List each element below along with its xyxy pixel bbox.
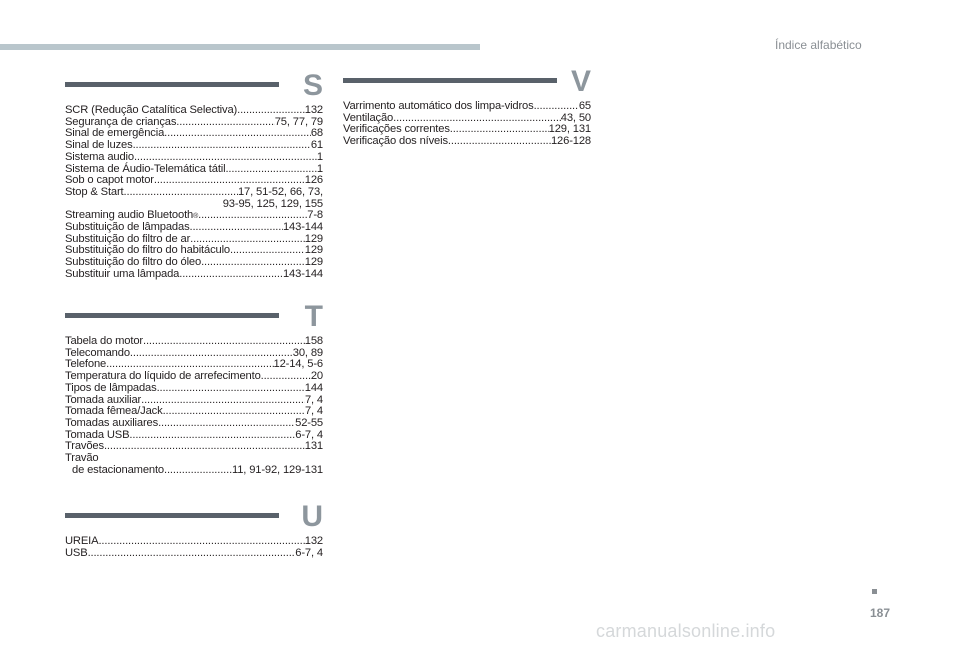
entry-leader <box>230 245 305 257</box>
section-v-entries <box>343 101 591 148</box>
entry-leader <box>129 430 295 442</box>
entry-leader <box>124 187 238 199</box>
index-entry <box>65 222 323 234</box>
page-header-title: Índice alfabético <box>775 38 862 52</box>
group-label: Travão <box>65 452 99 465</box>
entry-pages: 7, 4 <box>304 405 323 418</box>
entry-pages: 65 <box>578 100 591 112</box>
entry-term: SCR (Redução Catalítica Selectiva) <box>65 104 238 116</box>
section-s-entries <box>65 105 323 281</box>
entry-term: Substituição do filtro do habitáculo <box>65 244 231 257</box>
entry-term: Telecomando <box>65 346 130 359</box>
entry-term: Temperatura do líquido de arrefecimento <box>65 370 261 383</box>
index-entry <box>343 101 591 113</box>
entry-pages: 11, 91-92, 129-131 <box>231 463 323 476</box>
entry-leader <box>534 101 579 113</box>
entry-leader <box>448 136 551 148</box>
entry-pages: 30, 89 <box>292 346 323 359</box>
entry-pages: 126 <box>304 174 323 187</box>
entry-term: Sinal de emergência <box>65 127 165 140</box>
entry-leader <box>158 418 295 430</box>
entry-term: USB <box>65 546 88 559</box>
entry-leader <box>225 164 316 176</box>
entry-term: Sinal de luzes <box>65 139 133 152</box>
section-t-rule <box>65 313 279 318</box>
index-entry <box>65 336 323 348</box>
entry-pages: 143-144 <box>282 221 323 234</box>
entry-term: Sob o capot motor <box>65 174 154 187</box>
entry-pages: 43, 50 <box>560 111 591 124</box>
entry-term: Tomada auxiliar <box>65 393 142 406</box>
entry-term: Varrimento automático dos limpa-vidros <box>343 100 534 112</box>
entry-term: UREIA <box>65 535 99 547</box>
entry-leader <box>237 105 305 117</box>
entry-pages: 129 <box>304 244 323 257</box>
section-v-rule <box>343 78 557 83</box>
entry-leader <box>143 336 305 348</box>
entry-leader <box>141 395 305 407</box>
entry-term: Travões <box>65 440 104 453</box>
section-u-header <box>65 500 323 536</box>
entry-leader <box>164 465 232 477</box>
index-entry <box>65 536 323 548</box>
section-u-entries <box>65 536 323 559</box>
section-t <box>65 300 323 476</box>
entry-term: Verificações correntes <box>343 123 450 136</box>
section-v <box>343 65 591 148</box>
entry-pages: 132 <box>304 104 323 116</box>
section-v-header <box>343 65 591 101</box>
entry-pages: 17, 51-52, 66, 73, <box>237 185 323 198</box>
entry-leader <box>163 406 305 418</box>
entry-pages: 143-144 <box>282 267 323 280</box>
section-t-group <box>65 453 323 476</box>
section-s-header <box>65 69 323 105</box>
entry-pages: 1 <box>316 150 323 163</box>
entry-term: Tomadas auxiliares <box>65 416 159 429</box>
index-entry <box>65 187 323 199</box>
section-t-header <box>65 300 323 336</box>
index-entry: Streaming audio Bluetooth ® ..... 7-8 <box>65 210 323 222</box>
section-u-rule <box>65 513 279 518</box>
entry-pages: 1 <box>316 162 323 175</box>
section-u-letter: U <box>301 500 323 533</box>
entry-leader <box>190 222 283 234</box>
entry-pages: 7-8 <box>307 209 323 222</box>
entry-leader <box>98 536 304 548</box>
entry-pages: 132 <box>304 535 323 547</box>
watermark: carmanualsonline.info <box>596 621 776 641</box>
entry-pages: 129 <box>304 256 323 269</box>
entry-leader <box>133 140 311 152</box>
entry-term: Verificação dos níveis <box>343 135 448 148</box>
entry-term: Sistema audio <box>65 150 134 163</box>
entry-leader <box>104 441 305 453</box>
entry-pages: 129 <box>304 232 323 245</box>
entry-leader <box>88 548 296 560</box>
entry-term: Stop & Start <box>65 185 124 198</box>
entry-pages: 6-7, 4 <box>295 546 323 559</box>
entry-term: Telefone <box>65 358 107 371</box>
entry-leader <box>450 124 549 136</box>
page-number: 187 <box>870 606 891 620</box>
section-u <box>65 500 323 559</box>
entry-term: Segurança de crianças <box>65 115 177 128</box>
entry-leader <box>179 269 283 281</box>
entry-term: Tabela do motor <box>65 335 143 347</box>
entry-leader <box>134 152 317 164</box>
entry-pages: 131 <box>304 440 323 453</box>
entry-pages: 52-55 <box>295 416 323 429</box>
entry-term: Sistema de Áudio-Telemática tátil <box>65 162 226 175</box>
entry-pages: 68 <box>310 127 323 140</box>
entry-leader <box>176 117 274 129</box>
entry-term: Tomada USB <box>65 428 130 441</box>
entry-term: Ventilação <box>343 111 394 124</box>
index-entry <box>65 441 323 453</box>
entry-term: Tomada fêmea/Jack <box>65 405 163 418</box>
page-marker <box>872 589 877 594</box>
entry-pages: 20 <box>310 370 323 383</box>
section-t-entries <box>65 336 323 453</box>
entry-leader <box>261 371 311 383</box>
entry-pages: 12-14, 5-6 <box>273 358 323 371</box>
section-s-rule <box>65 82 279 87</box>
section-t-letter: T <box>304 300 323 333</box>
index-entry <box>65 418 323 430</box>
entry-term: Substituição do filtro do óleo <box>65 256 202 269</box>
index-entry <box>65 383 323 395</box>
entry-pages: 129, 131 <box>548 123 591 136</box>
index-entry <box>65 105 323 117</box>
index-entry <box>65 548 323 560</box>
index-entry <box>65 269 323 281</box>
entry-pages: 75, 77, 79 <box>274 115 323 128</box>
entry-pages-continued: 93-95, 125, 129, 155 <box>222 197 323 210</box>
entry-pages: 6-7, 4 <box>295 428 323 441</box>
section-s <box>65 69 323 281</box>
entry-term: Tipos de lâmpadas <box>65 381 157 394</box>
index-entry <box>343 136 591 148</box>
entry-pages: 126-128 <box>550 135 591 148</box>
entry-pages: 144 <box>304 381 323 394</box>
index-entry <box>65 453 323 465</box>
entry-leader <box>130 348 293 360</box>
entry-pages: 7, 4 <box>304 393 323 406</box>
index-entry <box>65 465 323 477</box>
index-entry <box>65 152 323 164</box>
entry-term: Substituição de lâmpadas <box>65 221 190 234</box>
entry-term: Substituir uma lâmpada <box>65 267 180 280</box>
entry-pages: 61 <box>310 139 323 152</box>
entry-pages: 158 <box>304 335 323 347</box>
entry-term: Streaming audio Bluetooth <box>65 209 194 222</box>
entry-leader <box>164 128 311 140</box>
section-s-letter: S <box>302 69 323 102</box>
entry-leader <box>157 383 305 395</box>
entry-term: de estacionamento <box>72 463 164 476</box>
entry-term: Substituição do filtro de ar <box>65 232 191 245</box>
top-accent-bar <box>0 44 480 50</box>
section-v-letter: V <box>570 65 591 98</box>
